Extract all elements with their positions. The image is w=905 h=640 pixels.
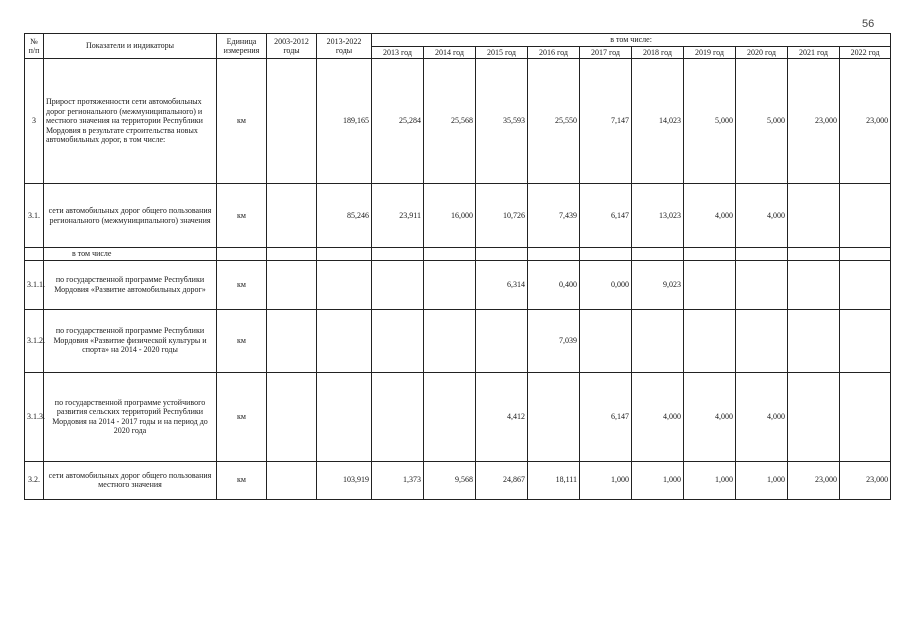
row-period-2013-2022: 85,246 — [317, 184, 372, 248]
year-header: 2013 год — [372, 46, 424, 59]
row-year-value — [840, 248, 891, 261]
row-year-value: 25,568 — [424, 59, 476, 184]
table-row — [25, 248, 891, 261]
year-header: 2022 год — [840, 46, 891, 59]
row-year-value: 1,000 — [736, 461, 788, 499]
row-year-value — [840, 260, 891, 309]
row-year-value: 10,726 — [476, 184, 528, 248]
row-year-value: 35,593 — [476, 59, 528, 184]
year-header: 2018 год — [632, 46, 684, 59]
row-year-value: 4,412 — [476, 372, 528, 461]
row-year-value — [476, 248, 528, 261]
row-year-value — [632, 309, 684, 372]
row-number: 3 — [25, 59, 44, 184]
row-year-value: 1,373 — [372, 461, 424, 499]
row-period-2003-2012 — [267, 309, 317, 372]
table-row — [25, 461, 891, 499]
row-indicator: Прирост протяженности сети автомобильных дорог регионального (межмуниципального) и местного значения на территории Республики Мордовия в результате строительства новых автомобильных дорог, в том числе: — [44, 59, 217, 184]
row-year-value — [736, 309, 788, 372]
row-year-value: 7,147 — [580, 59, 632, 184]
row-year-value: 1,000 — [684, 461, 736, 499]
row-year-value: 9,568 — [424, 461, 476, 499]
row-year-value — [788, 372, 840, 461]
row-period-2013-2022 — [317, 372, 372, 461]
row-year-value — [684, 248, 736, 261]
header-including: в том числе: — [372, 34, 891, 47]
row-year-value — [580, 248, 632, 261]
year-header: 2015 год — [476, 46, 528, 59]
year-header: 2019 год — [684, 46, 736, 59]
row-year-value: 18,111 — [528, 461, 580, 499]
row-year-value: 16,000 — [424, 184, 476, 248]
row-year-value — [840, 184, 891, 248]
row-number: 3.1.2. — [25, 309, 44, 372]
row-year-value: 5,000 — [684, 59, 736, 184]
header-period-2013-2022: 2013-2022 годы — [317, 34, 372, 59]
table-row — [25, 309, 891, 372]
year-header: 2020 год — [736, 46, 788, 59]
row-year-value — [372, 309, 424, 372]
row-number: 3.1.3. — [25, 372, 44, 461]
row-year-value — [684, 260, 736, 309]
year-header: 2014 год — [424, 46, 476, 59]
row-year-value — [788, 184, 840, 248]
row-unit — [217, 248, 267, 261]
table-row — [25, 260, 891, 309]
row-number — [25, 248, 44, 261]
row-period-2013-2022 — [317, 309, 372, 372]
row-year-value: 14,023 — [632, 59, 684, 184]
row-year-value: 1,000 — [632, 461, 684, 499]
row-year-value: 4,000 — [632, 372, 684, 461]
row-year-value — [424, 260, 476, 309]
header-indicator: Показатели и индикаторы — [44, 34, 217, 59]
row-year-value: 6,147 — [580, 372, 632, 461]
year-header: 2021 год — [788, 46, 840, 59]
row-year-value: 1,000 — [580, 461, 632, 499]
row-year-value — [736, 248, 788, 261]
row-year-value — [372, 372, 424, 461]
row-year-value — [840, 372, 891, 461]
row-year-value: 4,000 — [684, 372, 736, 461]
row-year-value: 7,039 — [528, 309, 580, 372]
row-period-2003-2012 — [267, 59, 317, 184]
row-year-value: 5,000 — [736, 59, 788, 184]
row-unit: км — [217, 184, 267, 248]
row-year-value — [372, 260, 424, 309]
row-year-value: 23,000 — [788, 461, 840, 499]
row-year-value: 4,000 — [736, 184, 788, 248]
row-year-value — [424, 372, 476, 461]
row-year-value: 6,147 — [580, 184, 632, 248]
row-period-2003-2012 — [267, 260, 317, 309]
row-indicator: по государственной программе устойчивого развития сельских территорий Республики Мордовия на 2014 - 2017 годы и на период до 2020 года — [44, 372, 217, 461]
row-period-2013-2022: 103,919 — [317, 461, 372, 499]
year-header: 2016 год — [528, 46, 580, 59]
table-row — [25, 184, 891, 248]
row-period-2013-2022 — [317, 260, 372, 309]
row-year-value — [528, 372, 580, 461]
row-year-value: 6,314 — [476, 260, 528, 309]
table-row — [25, 59, 891, 184]
row-number: 3.1.1. — [25, 260, 44, 309]
row-year-value — [788, 248, 840, 261]
row-year-value — [424, 309, 476, 372]
row-year-value: 0,000 — [580, 260, 632, 309]
row-year-value: 24,867 — [476, 461, 528, 499]
row-year-value — [528, 248, 580, 261]
row-unit: км — [217, 372, 267, 461]
row-year-value — [736, 260, 788, 309]
row-year-value: 25,284 — [372, 59, 424, 184]
page-number: 56 — [862, 18, 875, 30]
row-indicator: в том числе — [44, 248, 217, 261]
row-year-value: 4,000 — [684, 184, 736, 248]
header-unit: Единица измерения — [217, 34, 267, 59]
row-unit: км — [217, 260, 267, 309]
row-year-value: 23,911 — [372, 184, 424, 248]
indicators-table — [24, 33, 891, 500]
row-year-value: 23,000 — [788, 59, 840, 184]
row-year-value: 23,000 — [840, 461, 891, 499]
table-row — [25, 372, 891, 461]
row-indicator: по государственной программе Республики Мордовия «Развитие физической культуры и спорта» на 2014 - 2020 годы — [44, 309, 217, 372]
row-year-value — [788, 309, 840, 372]
row-unit: км — [217, 309, 267, 372]
row-year-value: 4,000 — [736, 372, 788, 461]
row-period-2003-2012 — [267, 372, 317, 461]
header-number: № п/п — [25, 34, 44, 59]
row-number: 3.1. — [25, 184, 44, 248]
row-year-value: 0,400 — [528, 260, 580, 309]
header-period-2003-2012: 2003-2012 годы — [267, 34, 317, 59]
row-year-value: 23,000 — [840, 59, 891, 184]
row-year-value — [580, 309, 632, 372]
row-unit: км — [217, 461, 267, 499]
row-year-value — [476, 309, 528, 372]
row-period-2013-2022: 189,165 — [317, 59, 372, 184]
row-period-2003-2012 — [267, 461, 317, 499]
row-year-value — [788, 260, 840, 309]
row-period-2003-2012 — [267, 248, 317, 261]
row-period-2013-2022 — [317, 248, 372, 261]
row-period-2003-2012 — [267, 184, 317, 248]
row-year-value — [424, 248, 476, 261]
row-unit: км — [217, 59, 267, 184]
row-year-value: 13,023 — [632, 184, 684, 248]
row-year-value — [684, 309, 736, 372]
row-year-value — [372, 248, 424, 261]
row-year-value — [840, 309, 891, 372]
row-year-value: 7,439 — [528, 184, 580, 248]
row-indicator: по государственной программе Республики Мордовия «Развитие автомобильных дорог» — [44, 260, 217, 309]
row-indicator: сети автомобильных дорог общего пользования местного значения — [44, 461, 217, 499]
row-year-value: 25,550 — [528, 59, 580, 184]
row-year-value: 9,023 — [632, 260, 684, 309]
header-row — [25, 34, 891, 47]
row-year-value — [632, 248, 684, 261]
row-indicator: сети автомобильных дорог общего пользования регионального (межмуниципального) значения — [44, 184, 217, 248]
year-header: 2017 год — [580, 46, 632, 59]
row-number: 3.2. — [25, 461, 44, 499]
